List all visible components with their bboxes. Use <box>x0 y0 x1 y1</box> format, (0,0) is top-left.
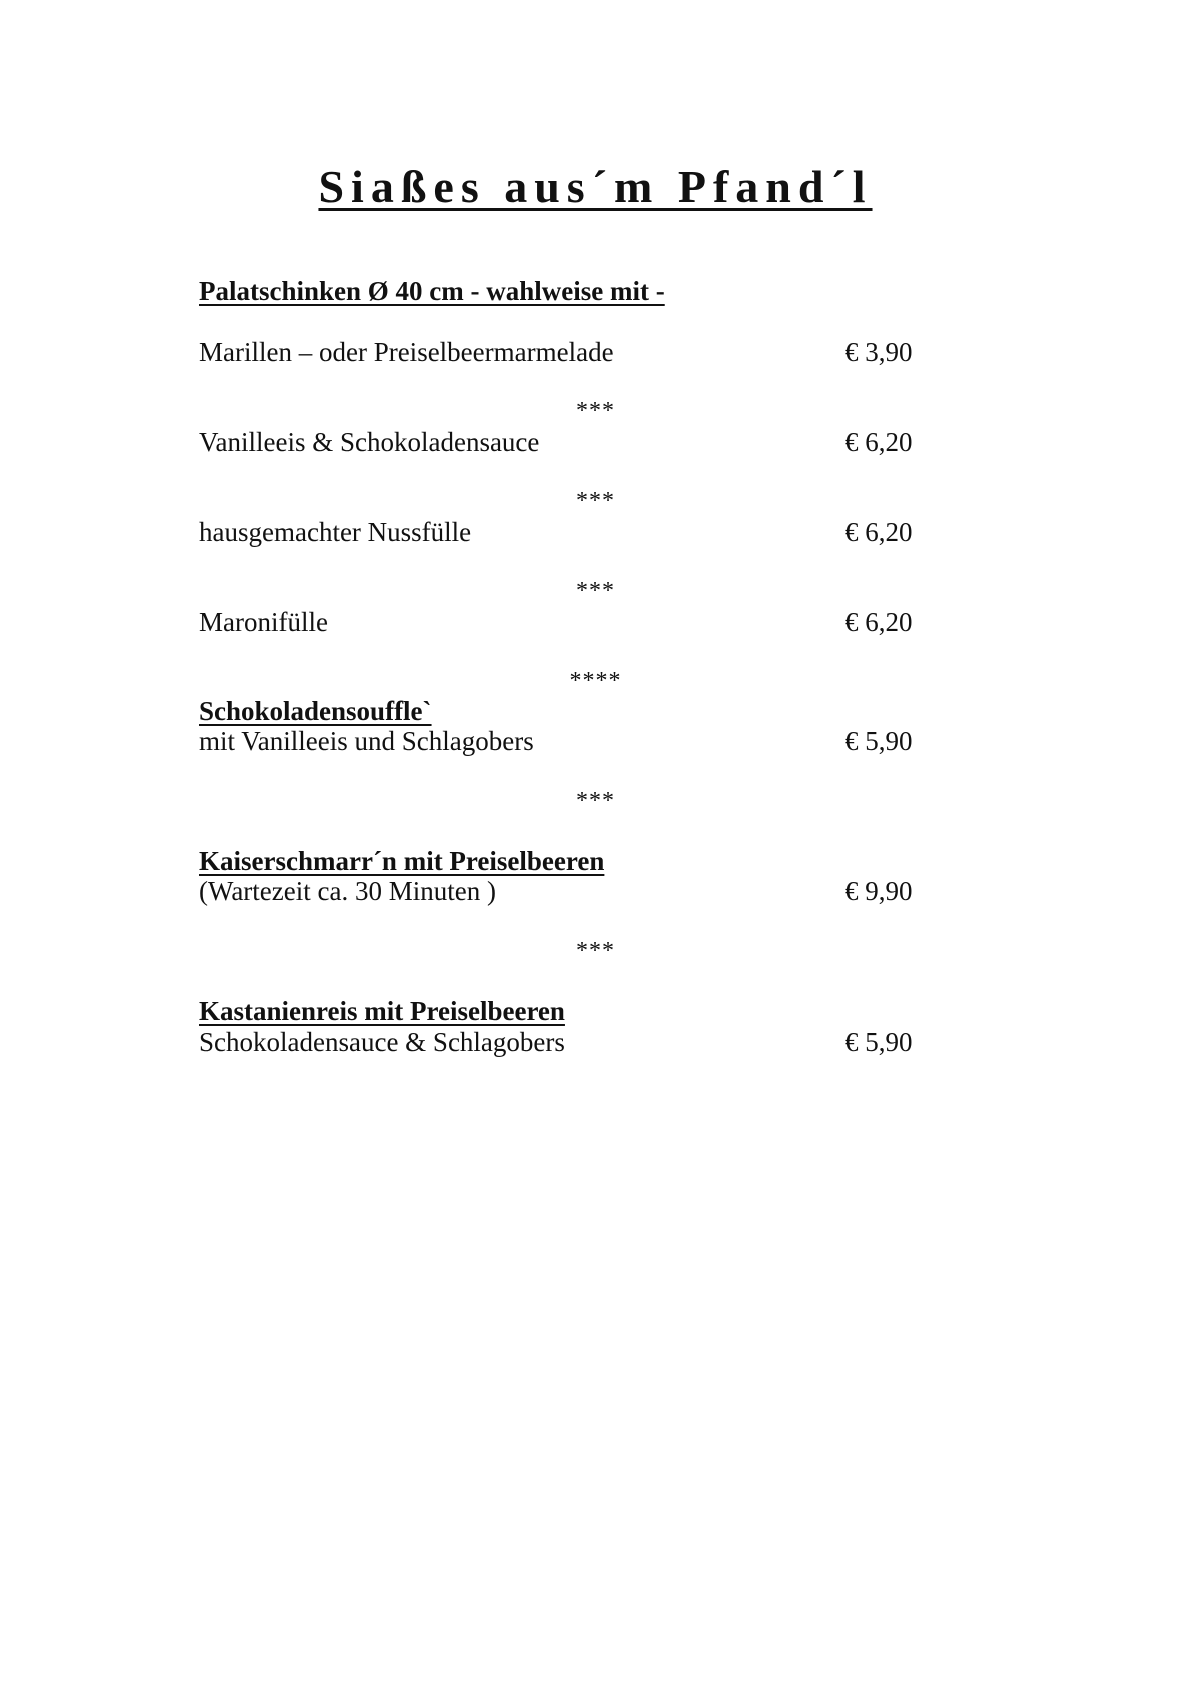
section-heading-palatschinken: Palatschinken Ø 40 cm - wahlweise mit - <box>199 276 665 306</box>
menu-item-label: Marillen – oder Preiselbeermarmelade <box>199 337 614 367</box>
menu-item-price: € 6,20 <box>845 517 913 547</box>
separator: *** <box>576 938 615 964</box>
separator: *** <box>576 578 615 604</box>
menu-item-price: € 5,90 <box>845 726 913 756</box>
separator: *** <box>576 788 615 814</box>
separator: **** <box>569 668 622 694</box>
menu-item-label: Maronifülle <box>199 607 328 637</box>
separator: *** <box>576 488 615 514</box>
section-heading-kastanienreis: Kastanienreis mit Preiselbeeren <box>199 996 565 1026</box>
separator: *** <box>576 398 615 424</box>
menu-item-price: € 9,90 <box>845 876 913 906</box>
menu-item-label: hausgemachter Nussfülle <box>199 517 472 547</box>
menu-item-price: € 6,20 <box>845 607 913 637</box>
menu-item-price: € 6,20 <box>845 427 913 457</box>
menu-item-price: € 3,90 <box>845 337 913 367</box>
menu-item-price: € 5,90 <box>845 1027 913 1057</box>
menu-item-description: Schokoladensauce & Schlagobers <box>199 1027 565 1057</box>
menu-item-description: mit Vanilleeis und Schlagobers <box>199 726 534 756</box>
section-heading-kaiserschmarrn: Kaiserschmarr´n mit Preiselbeeren <box>199 846 605 876</box>
menu-item-description: (Wartezeit ca. 30 Minuten ) <box>199 876 496 906</box>
menu-item-label: Vanilleeis & Schokoladensauce <box>199 427 540 457</box>
menu-title <box>0 160 1191 212</box>
section-heading-souffle: Schokoladensouffle` <box>199 696 432 726</box>
menu-title-text: Siaßes aus´m Pfand´l <box>318 160 873 212</box>
